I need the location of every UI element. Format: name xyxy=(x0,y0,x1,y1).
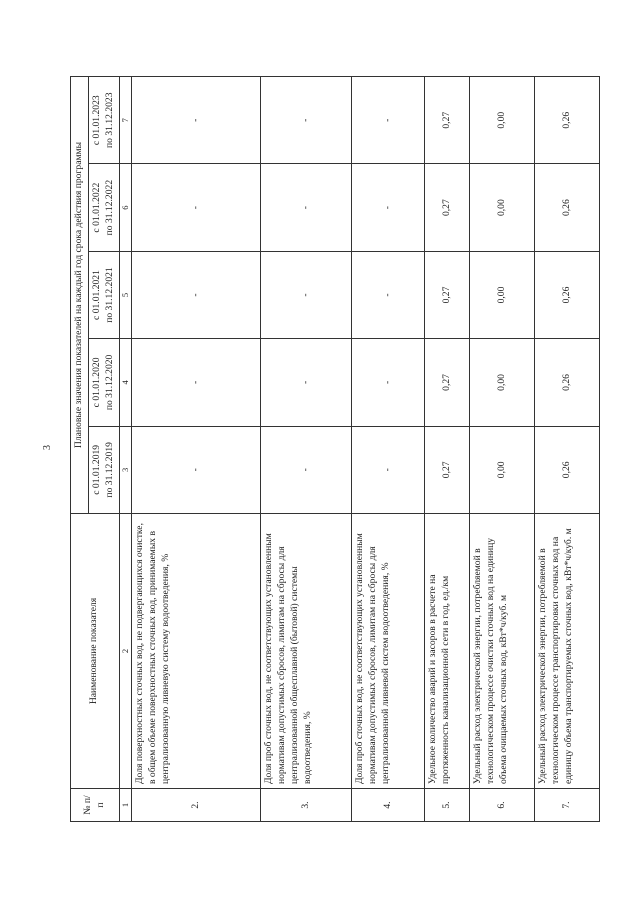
row-number: 5. xyxy=(425,789,470,822)
header-name: Наименование показателя xyxy=(71,514,120,789)
value-cell: - xyxy=(352,77,425,164)
value-cell: - xyxy=(261,426,352,513)
column-index-row xyxy=(119,77,131,822)
value-cell: 0,00 xyxy=(470,77,535,164)
indicators-table-rotated xyxy=(70,76,599,822)
indicators-table xyxy=(70,76,600,822)
value-cell: 0,26 xyxy=(535,426,600,513)
value-cell: - xyxy=(132,251,261,338)
value-cell: 0,27 xyxy=(425,339,470,426)
row-number: 6. xyxy=(470,789,535,822)
header-num: № п/п xyxy=(71,789,120,822)
row-number: 3. xyxy=(261,789,352,822)
indicator-name: Доля поверхностных сточных вод, не подвергающихся очистке, в общем объеме поверхностных сточных вод, принимаемых в централизованную ливневую систему водоотведения, % xyxy=(132,514,261,789)
value-cell: - xyxy=(352,164,425,251)
indicator-name: Удельный расход электрической энергии, потребляемой в технологическом процессе очистки сточных вод на единицу объема очищаемых сточных вод, кВт*ч/куб. м xyxy=(470,514,535,789)
value-cell: 0,27 xyxy=(425,164,470,251)
header-period-2022: с 01.01.2022 по 31.12.2022 xyxy=(88,164,119,251)
column-index: 3 xyxy=(119,426,131,513)
column-index: 6 xyxy=(119,164,131,251)
value-cell: - xyxy=(352,251,425,338)
value-cell: - xyxy=(132,77,261,164)
value-cell: - xyxy=(261,251,352,338)
indicator-name: Доля проб сточных вод, не соответствующих установленным нормативам допустимых сбросов, лимитам на сбросы для централизованной общесплавной (бытовой) системы водоотведения, % xyxy=(261,514,352,789)
value-cell: - xyxy=(261,339,352,426)
table-row xyxy=(425,77,470,822)
column-index: 1 xyxy=(119,789,131,822)
value-cell: 0,00 xyxy=(470,164,535,251)
value-cell: 0,26 xyxy=(535,339,600,426)
indicator-name: Удельный расход электрической энергии, потребляемой в технологическом процессе транспортировки сточных вод на единицу объема транспортируемых сточных вод, кВт*ч/куб. м xyxy=(535,514,600,789)
value-cell: - xyxy=(261,164,352,251)
page-number: 3 xyxy=(42,445,53,450)
table-row xyxy=(470,77,535,822)
value-cell: - xyxy=(132,339,261,426)
table-row xyxy=(261,77,352,822)
header-plan: Плановые значения показателей на каждый год срока действия программы xyxy=(71,77,89,514)
value-cell: 0,00 xyxy=(470,251,535,338)
header-period-2019: с 01.01.2019 по 31.12.2019 xyxy=(88,426,119,513)
value-cell: 0,27 xyxy=(425,77,470,164)
table-row xyxy=(352,77,425,822)
column-index: 7 xyxy=(119,77,131,164)
table-row xyxy=(535,77,600,822)
value-cell: 0,00 xyxy=(470,426,535,513)
value-cell: - xyxy=(261,77,352,164)
header-period-2020: с 01.01.2020 по 31.12.2020 xyxy=(88,339,119,426)
value-cell: - xyxy=(352,426,425,513)
row-number: 2. xyxy=(132,789,261,822)
value-cell: 0,27 xyxy=(425,426,470,513)
value-cell: 0,27 xyxy=(425,251,470,338)
value-cell: 0,26 xyxy=(535,77,600,164)
value-cell: 0,26 xyxy=(535,164,600,251)
value-cell: - xyxy=(132,164,261,251)
table-row xyxy=(132,77,261,822)
column-index: 4 xyxy=(119,339,131,426)
header-period-2021: с 01.01.2021 по 31.12.2021 xyxy=(88,251,119,338)
indicator-name: Доля проб сточных вод, не соответствующих установленным нормативам допустимых сбросов, лимитам на сбросы для централизованной ливневой систем водоотведения, % xyxy=(352,514,425,789)
row-number: 7. xyxy=(535,789,600,822)
value-cell: - xyxy=(132,426,261,513)
column-index: 2 xyxy=(119,514,131,789)
column-index: 5 xyxy=(119,251,131,338)
indicator-name: Удельное количество аварий и засоров в расчете на протяженность канализационной сети в год, ед./км xyxy=(425,514,470,789)
row-number: 4. xyxy=(352,789,425,822)
value-cell: - xyxy=(352,339,425,426)
value-cell: 0,00 xyxy=(470,339,535,426)
value-cell: 0,26 xyxy=(535,251,600,338)
header-period-2023: с 01.01.2023 по 31.12.2023 xyxy=(88,77,119,164)
